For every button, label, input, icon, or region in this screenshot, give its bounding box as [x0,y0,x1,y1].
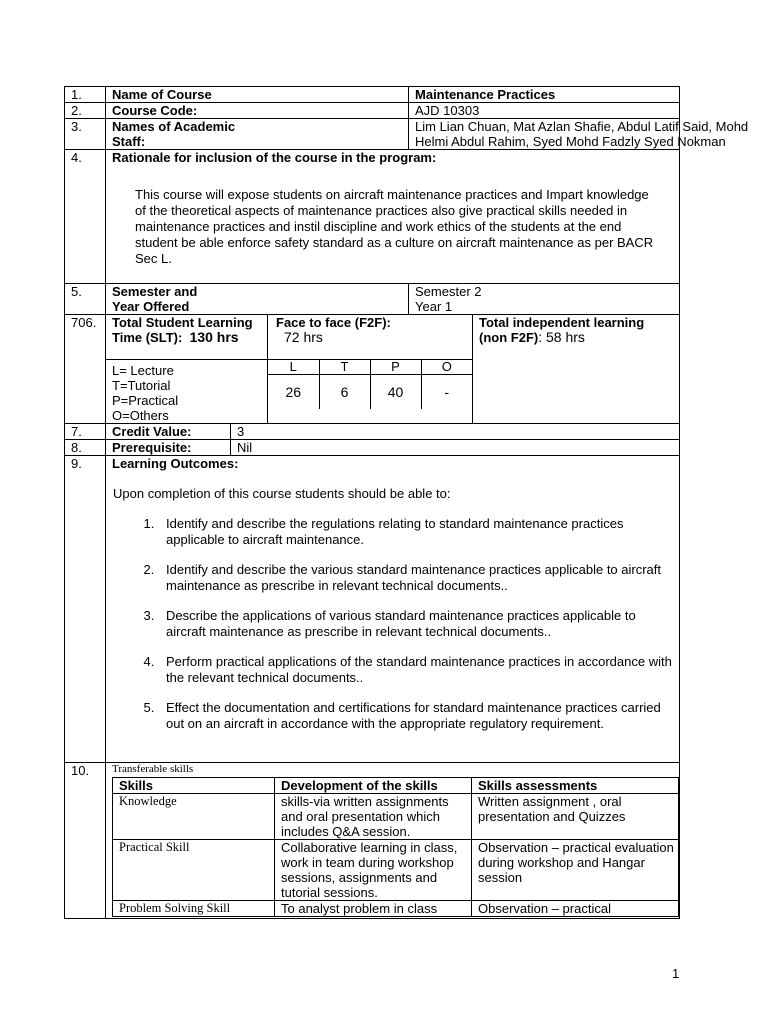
slt-value: 130 hrs [189,329,239,345]
skill-assessment: Observation – practical evaluation during workshop and Hangar session [472,840,679,901]
course-info-table [64,86,749,919]
academic-staff-line1: Lim Lian Chuan, Mat Azlan Shafie, Abdul Latif Said, Mohd [415,119,749,134]
rationale-heading: Rationale for inclusion of the course in the program: [112,150,437,165]
ltpo-grid-cell [268,360,473,424]
skills-header-row [113,778,679,794]
semester-label [106,284,409,315]
skill-development: To analyst problem in class [275,901,472,917]
indep-value: : 58 hrs [538,329,585,345]
slt-label-line1: Total Student Learning [112,315,253,330]
credit-value: 3 [231,424,680,440]
table-row [113,901,679,917]
slt-label-line2 [112,330,267,345]
indep-label-line1: Total independent learning [479,315,645,330]
learning-outcomes-heading: Learning Outcomes: [112,456,239,471]
transferable-skills-heading: Transferable skills [112,763,194,775]
learning-outcomes-list [112,516,679,731]
academic-staff-line2: Helmi Abdul Rahim, Syed Mohd Fadzly Syed Nokman [415,134,726,149]
prerequisite-value: Nil [231,440,680,456]
row-prerequisite [65,440,680,456]
row-transferable-skills [65,763,680,919]
rationale-text: This course will expose students on aircraft maintenance practices and Impart knowledge of the theoretical aspects of maintenance practices also give practical skills needed in maintenance practices and instil discipline and work ethics of the students at the end student be able enforce safety standard as a culture on aircraft maintenance as per BACR Sec L. [135,187,654,266]
row-number: 2. [65,103,106,119]
ltpo-header-t: T [319,360,370,375]
legend-lecture: L= Lecture [112,363,174,378]
indep-label-line2 [479,330,679,345]
row-number: 5. [65,284,106,315]
independent-learning-cell [473,315,680,424]
learning-outcomes-intro: Upon completion of this course students should be able to: [113,486,451,501]
legend-others: O=Others [112,408,169,423]
ltpo-header-p: P [370,360,421,375]
skill-assessment: Observation – practical [472,901,679,917]
row-semester [65,284,680,315]
semester-value-line1: Semester 2 [415,284,482,299]
learning-outcomes-cell [106,456,680,763]
learning-outcome-item: 1. Identify and describe the regulations relating to standard maintenance practices applicable to aircraft maintenance. [158,516,679,547]
slt-cell [106,315,268,360]
table-row [113,840,679,901]
row-number: 4. [65,150,106,284]
semester-value [409,284,680,315]
skill-development: skills-via written assignments and oral presentation which includes Q&A session. [275,794,472,840]
credit-label: Credit Value: [106,424,231,440]
skill-development: Collaborative learning in class, work in team during workshop sessions, assignments and tutorial sessions. [275,840,472,901]
ltpo-value-l: 26 [268,375,319,410]
row-number: 706. [65,315,106,424]
rationale-cell [106,150,680,284]
skills-table [112,777,679,917]
academic-staff-value [409,119,749,150]
ltpo-value-o: - [421,375,472,410]
course-code-value: AJD 10303 [409,103,680,119]
ltpo-value-p: 40 [370,375,421,410]
row-slt [65,315,680,360]
semester-label-line2: Year Offered [112,299,190,314]
ltpo-value-t: 6 [319,375,370,410]
slt-label: Time (SLT): [112,330,183,345]
development-header: Development of the skills [275,778,472,794]
course-name-value: Maintenance Practices [409,87,680,103]
row-course-name [65,87,680,103]
page-number: 1 [672,966,680,981]
row-number: 9. [65,456,106,763]
skill-name: Knowledge [113,794,275,840]
row-learning-outcomes [65,456,680,763]
learning-outcome-item: 3. Describe the applications of various standard maintenance practices applicable to aircraft maintenance as prescribe in relevant technical documents.. [158,608,679,639]
row-number: 10. [65,763,106,919]
learning-outcome-item: 5. Effect the documentation and certifications for standard maintenance practices carried out on an aircraft in accordance with the appropriate regulatory requirement. [158,700,679,731]
ltpo-header-l: L [268,360,319,375]
legend-tutorial: T=Tutorial [112,378,171,393]
academic-staff-label-line2: Staff: [112,134,146,149]
row-course-code [65,103,680,119]
f2f-cell [268,315,473,360]
row-academic-staff [65,119,680,150]
semester-label-line1: Semester and [112,284,198,299]
academic-staff-label-line1: Names of Academic [112,119,236,134]
row-number: 1. [65,87,106,103]
row-credit [65,424,680,440]
semester-value-line2: Year 1 [415,299,453,314]
prerequisite-label: Prerequisite: [106,440,231,456]
ltpo-header-o: O [421,360,472,375]
table-row [113,794,679,840]
skill-name: Practical Skill [113,840,275,901]
skill-name: Problem Solving Skill [113,901,275,917]
transferable-skills-cell [106,763,680,919]
ltpo-legend [106,360,268,424]
ltpo-table [268,360,472,409]
course-name-label: Name of Course [106,87,409,103]
learning-outcome-item: 4. Perform practical applications of the standard maintenance practices in accordance with the relevant technical documents.. [158,654,679,685]
row-number: 8. [65,440,106,456]
academic-staff-label [106,119,409,150]
legend-practical: P=Practical [112,393,179,408]
indep-label: (non F2F) [479,330,539,345]
f2f-value: 72 hrs [284,329,323,345]
skill-assessment: Written assignment , oral presentation and Quizzes [472,794,679,840]
row-number: 7. [65,424,106,440]
learning-outcome-item: 2. Identify and describe the various standard maintenance practices applicable to aircraft maintenance as prescribe in relevant technical documents.. [158,562,679,593]
skills-header: Skills [113,778,275,794]
f2f-label: Face to face (F2F): [276,315,391,330]
row-rationale [65,150,680,284]
assessment-header: Skills assessments [472,778,679,794]
row-number: 3. [65,119,106,150]
course-code-label: Course Code: [106,103,409,119]
